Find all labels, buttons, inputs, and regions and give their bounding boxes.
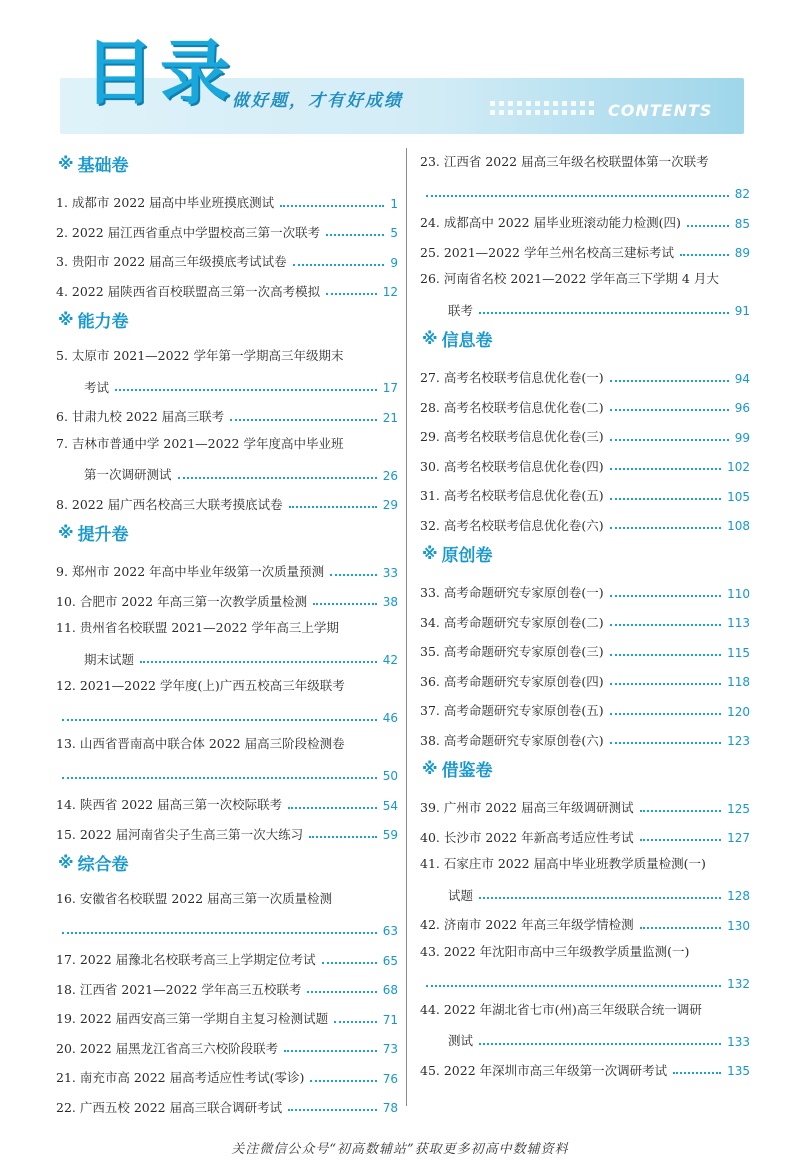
dot-leader: [293, 264, 385, 266]
dot-square: [580, 110, 585, 115]
toc-entry[interactable]: [56, 396, 398, 426]
page-number: 110: [727, 586, 750, 601]
dot-leader: [673, 1072, 721, 1074]
entry-title: 38. 高考命题研究专家原创卷(六): [420, 732, 604, 748]
asterisk-mark-icon: ※: [422, 328, 438, 348]
entry-title: 30. 高考名校联考信息优化卷(四): [420, 458, 604, 474]
dot-square: [526, 101, 531, 106]
entry-title: 7. 吉林市普通中学 2021—2022 学年度高中毕业班: [56, 435, 344, 451]
page-number: 42: [382, 653, 398, 667]
entry-title: 9. 郑州市 2022 年高中毕业年级第一次质量预测: [56, 564, 325, 579]
page-number: 63: [382, 924, 398, 938]
toc-entry[interactable]: [420, 631, 750, 661]
entry-continuation: 联考: [448, 302, 474, 318]
toc-entry[interactable]: [420, 846, 750, 904]
dot-square: [517, 101, 522, 106]
dot-leader: [610, 624, 721, 626]
entry-title: 20. 2022 届黑龙江省高三六校阶段联考: [56, 1040, 279, 1056]
section-heading: [56, 300, 398, 338]
entry-title: 45. 2022 年深圳市高三年级第一次调研考试: [420, 1062, 668, 1078]
page-number: 115: [727, 645, 750, 660]
toc-entry[interactable]: [420, 690, 750, 720]
entry-title: 22. 广西五校 2022 届高三联合调研考试: [56, 1099, 283, 1115]
entry-title: 13. 山西省晋南高中联合体 2022 届高三阶段检测卷: [56, 736, 345, 751]
section-title: 信息卷: [441, 330, 493, 351]
asterisk-mark-icon: ※: [58, 852, 74, 872]
dot-square: [580, 101, 585, 106]
page-number: 9: [390, 255, 398, 270]
entry-second-line: [56, 754, 398, 784]
section-title: 综合卷: [77, 854, 129, 875]
page-number: 5: [390, 226, 398, 240]
page-number: 21: [382, 410, 398, 425]
page-number: 85: [734, 216, 750, 231]
entry-title: 40. 长沙市 2022 年新高考适应性考试: [420, 829, 634, 845]
dot-leader: [610, 380, 729, 382]
page-number: 38: [382, 595, 398, 609]
toc-entry[interactable]: [56, 784, 398, 814]
dot-leader: [479, 897, 721, 899]
page-number: 89: [734, 246, 750, 260]
dot-leader: [326, 293, 377, 295]
page-number: 1: [390, 196, 398, 211]
section-heading: [56, 144, 398, 182]
toc-entry[interactable]: [56, 241, 398, 271]
entry-title: 19. 2022 届西安高三第一学期自主复习检测试题: [56, 1011, 329, 1026]
dot-leader: [309, 836, 377, 838]
dot-leader: [288, 1109, 377, 1111]
entry-title: 39. 广州市 2022 届高三年级调研测试: [420, 800, 634, 815]
toc-entry[interactable]: [420, 787, 750, 817]
dot-square: [517, 110, 522, 115]
section-title: 借鉴卷: [441, 760, 493, 781]
entry-title: 21. 南充市高 2022 届高考适应性考试(零诊): [56, 1070, 305, 1085]
entry-title: 32. 高考名校联考信息优化卷(六): [420, 517, 604, 533]
entry-title: 33. 高考命题研究专家原创卷(一): [420, 585, 604, 600]
entry-continuation: 第一次调研测试: [84, 467, 172, 482]
asterisk-mark-icon: ※: [422, 758, 438, 778]
page-number: 71: [382, 1012, 398, 1027]
dot-leader: [610, 409, 729, 411]
entry-title: 26. 河南省名校 2021—2022 学年高三下学期 4 月大: [420, 271, 719, 286]
entry-title: 16. 安徽省名校联盟 2022 届高三第一次质量检测: [56, 891, 333, 906]
dot-leader: [280, 205, 384, 207]
dot-square: [508, 101, 513, 106]
page-number: 26: [382, 468, 398, 483]
asterisk-mark-icon: ※: [58, 153, 74, 173]
page-number: 99: [734, 430, 750, 445]
dot-square: [526, 110, 531, 115]
page-number: 12: [382, 285, 398, 299]
dot-leader: [680, 254, 729, 256]
dot-leader: [289, 506, 377, 508]
dot-leader: [610, 654, 721, 656]
page-number: 91: [734, 304, 750, 318]
page-number: 29: [382, 498, 398, 512]
entry-first-line: [420, 934, 750, 962]
dot-leader: [310, 1080, 376, 1082]
toc-entry[interactable]: [56, 182, 398, 212]
slogan: 做好题，才有好成绩: [232, 91, 403, 111]
dot-leader: [326, 234, 384, 236]
dot-leader: [610, 595, 721, 597]
section-title: 提升卷: [77, 524, 129, 545]
entry-second-line: [56, 638, 398, 668]
dot-square: [562, 110, 567, 115]
entry-second-line: [56, 454, 398, 484]
dot-square: [553, 101, 558, 106]
toc-entry[interactable]: [56, 1057, 398, 1087]
page-number: 33: [382, 565, 398, 580]
entry-title: 43. 2022 年沈阳市高中三年级教学质量监测(一): [420, 943, 690, 959]
entry-second-line: [56, 909, 398, 939]
toc-entry[interactable]: [56, 881, 398, 939]
dot-square: [544, 101, 549, 106]
page-number: 135: [727, 1064, 750, 1078]
dot-square: [571, 101, 576, 106]
toc-entry[interactable]: [56, 610, 398, 668]
section-title: 基础卷: [77, 155, 129, 176]
dot-leader: [178, 477, 377, 479]
dot-leader: [640, 927, 721, 929]
section-heading: [56, 513, 398, 551]
page-title: 目录: [84, 32, 236, 114]
dot-leader: [479, 312, 729, 314]
toc-entry[interactable]: [420, 934, 750, 992]
dot-leader: [687, 225, 729, 227]
section-heading: [420, 534, 750, 572]
entry-title: 35. 高考命题研究专家原创卷(三): [420, 644, 604, 659]
toc-entry[interactable]: [420, 720, 750, 750]
dot-leader: [610, 742, 721, 744]
entry-first-line: [420, 261, 750, 289]
entry-title: 5. 太原市 2021—2022 学年第一学期高三年级期末: [56, 348, 344, 363]
toc-entry[interactable]: [420, 904, 750, 934]
entry-title: 18. 江西省 2021—2022 学年高三五校联考: [56, 981, 302, 997]
toc-entry[interactable]: [420, 144, 750, 202]
dot-leader: [62, 719, 377, 721]
dot-square: [589, 101, 594, 106]
section-title: 原创卷: [441, 545, 493, 566]
entry-second-line: [56, 366, 398, 396]
right-column: [420, 144, 750, 1079]
page-number: 50: [382, 769, 398, 783]
page-number: 78: [382, 1101, 398, 1115]
dot-square: [571, 110, 576, 115]
page-number: 123: [727, 734, 750, 748]
asterisk-mark-icon: ※: [58, 309, 74, 329]
page-number: 68: [382, 983, 398, 997]
entry-first-line: [420, 144, 750, 172]
toc-entry[interactable]: [56, 426, 398, 484]
toc-entry[interactable]: [420, 992, 750, 1050]
dot-leader: [610, 439, 729, 441]
toc-entry[interactable]: [56, 338, 398, 396]
dot-leader: [426, 985, 721, 987]
dot-leader: [610, 498, 721, 500]
entry-title: 4. 2022 届陕西省百校联盟高三第一次高考模拟: [56, 283, 321, 299]
toc-entry[interactable]: [420, 505, 750, 535]
toc-entry[interactable]: [56, 551, 398, 581]
dot-leader: [288, 807, 377, 809]
entry-title: 3. 贵阳市 2022 届高三年级摸底考试试卷: [56, 254, 287, 269]
column-divider: [406, 148, 407, 1106]
contents-label: CONTENTS: [608, 101, 713, 120]
entry-title: 2. 2022 届江西省重点中学盟校高三第一次联考: [56, 224, 321, 240]
entry-continuation: 测试: [448, 1033, 474, 1048]
toc-entry[interactable]: [420, 602, 750, 632]
entry-title: 10. 合肥市 2022 年高三第一次教学质量检测: [56, 593, 308, 609]
dot-leader: [313, 603, 377, 605]
dot-leader: [284, 1050, 377, 1052]
dot-square: [490, 101, 495, 106]
page-number: 96: [734, 401, 750, 415]
page-number: 120: [727, 704, 750, 719]
entry-title: 25. 2021—2022 学年兰州名校高三建标考试: [420, 244, 674, 260]
toc-header: [0, 0, 800, 140]
page-number: 128: [727, 889, 750, 903]
entry-second-line: [420, 1020, 750, 1050]
toc-entry[interactable]: [420, 475, 750, 505]
dot-square: [490, 110, 495, 115]
entry-first-line: [56, 426, 398, 454]
entry-title: 8. 2022 届广西名校高三大联考摸底试卷: [56, 496, 283, 512]
toc-entry[interactable]: [56, 212, 398, 242]
dot-leader: [330, 574, 377, 576]
toc-entry[interactable]: [56, 969, 398, 999]
dot-square: [499, 101, 504, 106]
entry-title: 36. 高考命题研究专家原创卷(四): [420, 673, 604, 689]
entry-continuation: 考试: [84, 379, 110, 395]
page-number: 82: [734, 187, 750, 201]
dot-square: [499, 110, 504, 115]
left-column: [56, 144, 398, 1116]
page-number: 132: [727, 976, 750, 991]
entry-first-line: [56, 881, 398, 909]
toc-entry[interactable]: [420, 387, 750, 417]
dot-leader: [334, 1021, 377, 1023]
toc-entry[interactable]: [420, 416, 750, 446]
entry-second-line: [56, 696, 398, 726]
page-number: 133: [727, 1034, 750, 1049]
page-number: 46: [382, 711, 398, 725]
entry-second-line: [420, 962, 750, 992]
page-number: 130: [727, 918, 750, 933]
entry-first-line: [420, 846, 750, 874]
toc-entry[interactable]: [56, 939, 398, 969]
entry-first-line: [56, 610, 398, 638]
entry-title: 37. 高考命题研究专家原创卷(五): [420, 703, 604, 718]
section-heading: [56, 843, 398, 881]
dot-leader: [230, 419, 377, 421]
dot-square: [544, 110, 549, 115]
dot-leader: [322, 962, 377, 964]
section-heading: [420, 749, 750, 787]
toc-entry[interactable]: [56, 668, 398, 726]
page-number: 73: [382, 1042, 398, 1056]
page-number: 113: [727, 616, 750, 630]
toc-entry[interactable]: [56, 1087, 398, 1117]
entry-title: 31. 高考名校联考信息优化卷(五): [420, 488, 604, 503]
dot-leader: [610, 713, 721, 715]
page-number: 59: [382, 828, 398, 842]
page-number: 127: [727, 831, 750, 845]
entry-title: 11. 贵州省名校联盟 2021—2022 学年高三上学期: [56, 620, 339, 635]
entry-title: 41. 石家庄市 2022 届高中毕业班教学质量检测(一): [420, 856, 706, 871]
dot-leader: [307, 991, 376, 993]
asterisk-mark-icon: ※: [58, 522, 74, 542]
toc-entry[interactable]: [56, 998, 398, 1028]
section-heading: [420, 319, 750, 357]
entry-title: 1. 成都市 2022 届高中毕业班摸底测试: [56, 195, 275, 210]
page-number: 94: [734, 371, 750, 386]
page-number: 102: [727, 460, 750, 474]
page-number: 105: [727, 489, 750, 504]
entry-title: 28. 高考名校联考信息优化卷(二): [420, 399, 604, 415]
dot-leader: [640, 810, 721, 812]
entry-title: 14. 陕西省 2022 届高三第一次校际联考: [56, 797, 283, 812]
toc-entry[interactable]: [420, 261, 750, 319]
dot-leader: [140, 661, 377, 663]
entry-title: 6. 甘肃九校 2022 届高三联考: [56, 409, 225, 424]
dot-square: [553, 110, 558, 115]
entry-title: 34. 高考命题研究专家原创卷(二): [420, 614, 604, 630]
entry-first-line: [56, 668, 398, 696]
toc-entry[interactable]: [56, 726, 398, 784]
page-number: 17: [382, 381, 398, 395]
entry-first-line: [56, 726, 398, 754]
dot-leader: [115, 389, 377, 391]
footer-note: 关注微信公众号“初高数辅站”获取更多初高中数辅资料: [231, 1142, 569, 1157]
decorative-dots: [490, 101, 600, 119]
dot-square: [508, 110, 513, 115]
entry-title: 24. 成都高中 2022 届毕业班滚动能力检测(四): [420, 215, 681, 230]
toc-entry[interactable]: [420, 661, 750, 691]
entry-first-line: [420, 992, 750, 1020]
toc-entry[interactable]: [420, 446, 750, 476]
page-number: 54: [382, 798, 398, 813]
dot-leader: [640, 839, 721, 841]
entry-second-line: [420, 172, 750, 202]
entry-second-line: [420, 874, 750, 904]
dot-square: [535, 101, 540, 106]
dot-square: [589, 110, 594, 115]
dot-leader: [479, 1043, 721, 1045]
toc-entry[interactable]: [56, 1028, 398, 1058]
toc-entry[interactable]: [56, 484, 398, 514]
toc-entry[interactable]: [420, 232, 750, 262]
entry-title: 29. 高考名校联考信息优化卷(三): [420, 429, 604, 444]
asterisk-mark-icon: ※: [422, 543, 438, 563]
entry-first-line: [56, 338, 398, 366]
entry-continuation: 试题: [448, 887, 474, 903]
page-number: 108: [727, 519, 750, 533]
dot-leader: [610, 468, 721, 470]
toc-entry[interactable]: [420, 357, 750, 387]
entry-second-line: [420, 289, 750, 319]
toc-entry[interactable]: [56, 271, 398, 301]
toc-entry[interactable]: [56, 814, 398, 844]
toc-entry[interactable]: [56, 581, 398, 611]
toc-entry[interactable]: [420, 817, 750, 847]
page-number: 125: [727, 801, 750, 816]
entry-title: 17. 2022 届豫北名校联考高三上学期定位考试: [56, 952, 316, 967]
entry-title: 15. 2022 届河南省尖子生高三第一次大练习: [56, 826, 304, 842]
entry-continuation: 期末试题: [84, 651, 135, 667]
page-number: 118: [727, 675, 750, 689]
dot-square: [535, 110, 540, 115]
toc-entry[interactable]: [420, 572, 750, 602]
entry-title: 23. 江西省 2022 届高三年级名校联盟体第一次联考: [420, 154, 709, 169]
dot-leader: [62, 932, 377, 934]
entry-title: 42. 济南市 2022 年高三年级学情检测: [420, 917, 634, 932]
entry-title: 44. 2022 年湖北省七市(州)高三年级联合统一调研: [420, 1001, 702, 1017]
dot-square: [562, 101, 567, 106]
toc-entry[interactable]: [420, 1050, 750, 1080]
dot-leader: [610, 683, 721, 685]
entry-title: 12. 2021—2022 学年度(上)广西五校高三年级联考: [56, 678, 345, 693]
page-number: 65: [382, 953, 398, 968]
toc-entry[interactable]: [420, 202, 750, 232]
section-title: 能力卷: [77, 311, 129, 332]
dot-leader: [426, 195, 729, 197]
dot-leader: [62, 777, 377, 779]
page-number: 76: [382, 1071, 398, 1086]
entry-title: 27. 高考名校联考信息优化卷(一): [420, 370, 604, 385]
dot-leader: [610, 527, 721, 529]
